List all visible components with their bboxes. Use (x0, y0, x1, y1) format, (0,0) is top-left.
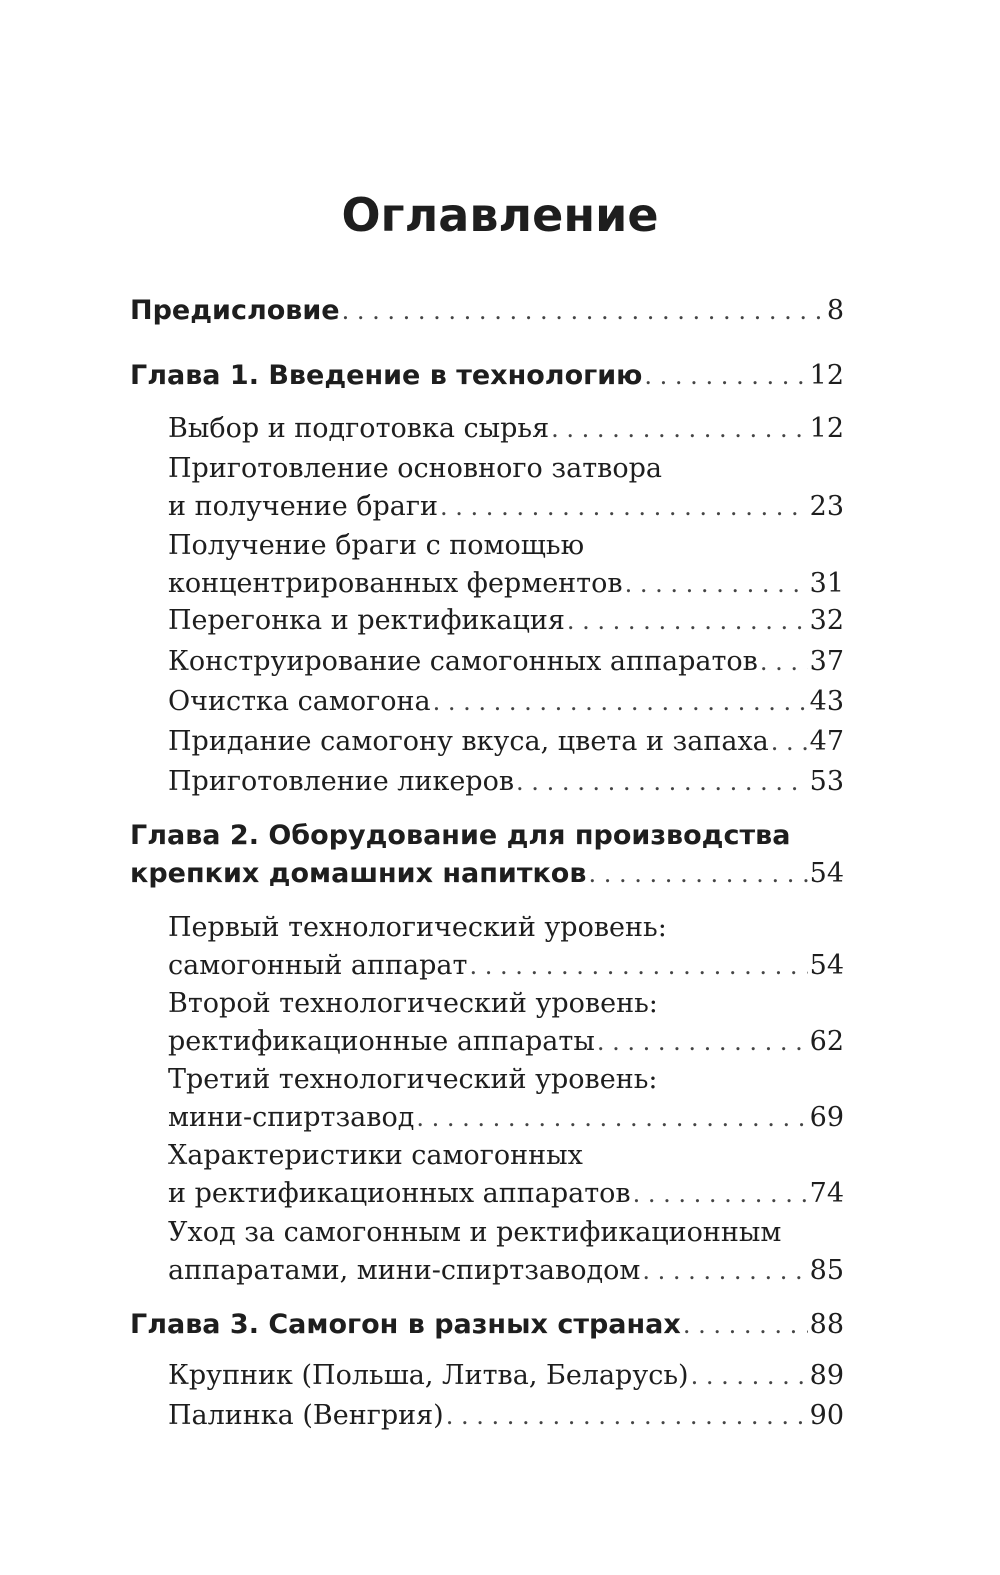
dot-leader (446, 1397, 808, 1435)
toc-page-number: 31 (809, 568, 844, 599)
dot-leader (440, 488, 808, 526)
toc-entry (130, 817, 844, 893)
toc-page-number: 88 (809, 1309, 844, 1340)
toc-entry-title: крепких домашних напитков (130, 858, 587, 889)
toc-entry-line (168, 565, 844, 603)
toc-page-number: 90 (809, 1400, 844, 1431)
toc-entry-title: Придание самогону вкуса, цвета и запаха (168, 726, 769, 757)
toc-entry-title: и ректификационных аппаратов (168, 1178, 631, 1209)
toc-entry-title: Предисловие (130, 295, 340, 326)
toc-entry-line (168, 683, 844, 721)
dot-leader (567, 602, 808, 640)
dot-leader (433, 683, 808, 721)
toc-entry-title: Глава 2. Оборудование для производства (130, 820, 791, 851)
toc-entry (168, 1357, 844, 1395)
toc-entry-title: Получение браги с помощью (168, 530, 585, 561)
toc-entry-title: Второй технологический уровень: (168, 988, 658, 1019)
toc-entry-line (130, 855, 844, 893)
toc-entry-line (168, 602, 844, 640)
toc-entry-title: Уход за самогонным и ректификационным (168, 1217, 782, 1248)
toc-entry-title: Очистка самогона (168, 686, 431, 717)
toc-page-number: 62 (809, 1026, 844, 1057)
toc-page-number: 54 (809, 858, 844, 889)
dot-leader (342, 292, 825, 330)
dot-leader (683, 1306, 808, 1344)
toc-entry-title: Палинка (Венгрия) (168, 1400, 444, 1431)
toc-entry-line (130, 1306, 844, 1344)
toc-page-number: 8 (826, 295, 844, 326)
toc-entry-line (168, 527, 844, 565)
toc-entry-line (168, 1099, 844, 1137)
toc-entry-title: Глава 1. Введение в технологию (130, 360, 643, 391)
toc-entry-line (168, 1252, 844, 1290)
toc-entry-line (168, 1061, 844, 1099)
toc-entry-line (168, 488, 844, 526)
toc-entry (168, 985, 844, 1061)
toc-page-number: 89 (809, 1360, 844, 1391)
toc-entry-title: Глава 3. Самогон в разных странах (130, 1309, 681, 1340)
toc-entry (130, 1306, 844, 1344)
dot-leader (597, 1023, 808, 1061)
toc-page-number: 37 (809, 646, 844, 677)
toc-entry-line (130, 292, 844, 330)
toc-page-number: 32 (809, 605, 844, 636)
toc-entry-line (168, 1397, 844, 1435)
toc-page-number: 12 (809, 360, 844, 391)
toc-page-number: 47 (809, 726, 844, 757)
dot-leader (469, 947, 807, 985)
toc-entry-line (168, 1023, 844, 1061)
toc-entry (168, 450, 844, 526)
dot-leader (551, 410, 808, 448)
toc-entry-line (168, 985, 844, 1023)
toc-entry-title: Приготовление ликеров (168, 766, 515, 797)
dot-leader (516, 763, 808, 801)
toc-entry-title: Третий технологический уровень: (168, 1064, 658, 1095)
toc-entry (168, 602, 844, 640)
toc-entry-title: Перегонка и ректификация (168, 605, 565, 636)
dot-leader (625, 565, 808, 603)
toc-entry (130, 292, 844, 330)
toc-entry-title: аппаратами, мини-спиртзаводом (168, 1255, 641, 1286)
toc-entry-line (168, 643, 844, 681)
toc-entry-line (168, 410, 844, 448)
toc-entry (168, 909, 844, 985)
toc-entry-line (168, 1214, 844, 1252)
toc-entry-title: Крупник (Польша, Литва, Беларусь) (168, 1360, 689, 1391)
toc-entry-line (168, 723, 844, 761)
toc-page-number: 12 (809, 413, 844, 444)
toc-entry-title: Характеристики самогонных (168, 1140, 583, 1171)
toc-entry (168, 1397, 844, 1435)
toc-entry-line (168, 909, 844, 947)
toc-entry (168, 683, 844, 721)
toc-page-number: 54 (809, 950, 844, 981)
toc-entry (168, 723, 844, 761)
toc-entry-title: Конструирование самогонных аппаратов (168, 646, 758, 677)
toc-page-number: 85 (809, 1255, 844, 1286)
toc-entry-title: Выбор и подготовка сырья (168, 413, 550, 444)
toc-entry (168, 410, 844, 448)
toc-entry-line (168, 763, 844, 801)
toc-entry-title: концентрированных ферментов (168, 568, 623, 599)
dot-leader (691, 1357, 808, 1395)
toc-entry (168, 643, 844, 681)
dot-leader (771, 723, 808, 761)
toc-entry-title: ректификационные аппараты (168, 1026, 595, 1057)
toc-entry-title: Приготовление основного затвора (168, 453, 662, 484)
dot-leader (644, 357, 807, 395)
toc-entry-line (168, 947, 844, 985)
toc-page-number: 53 (809, 766, 844, 797)
toc-entry-line (168, 1357, 844, 1395)
dot-leader (642, 1252, 807, 1290)
page-title: Оглавление (341, 188, 659, 242)
toc-entry-line (168, 450, 844, 488)
toc-entry-title: самогонный аппарат (168, 950, 468, 981)
toc-entry-line (130, 357, 844, 395)
toc-page-number: 23 (809, 491, 844, 522)
toc-entry (168, 527, 844, 603)
toc-entry-line (168, 1137, 844, 1175)
toc-page-number: 43 (809, 686, 844, 717)
dot-leader (633, 1175, 808, 1213)
toc-entry (168, 1214, 844, 1290)
toc-entry-title: Первый технологический уровень: (168, 912, 667, 943)
dot-leader (760, 643, 808, 681)
toc-page-number: 74 (809, 1178, 844, 1209)
dot-leader (416, 1099, 807, 1137)
toc-entry (168, 1137, 844, 1213)
toc-entry (130, 357, 844, 395)
toc-entry (168, 763, 844, 801)
toc-entry (168, 1061, 844, 1137)
toc-entry-title: и получение браги (168, 491, 439, 522)
toc-entry-title: мини-спиртзавод (168, 1102, 415, 1133)
toc-entry-line (130, 817, 844, 855)
toc-entry-line (168, 1175, 844, 1213)
dot-leader (588, 855, 807, 893)
toc-page-number: 69 (809, 1102, 844, 1133)
